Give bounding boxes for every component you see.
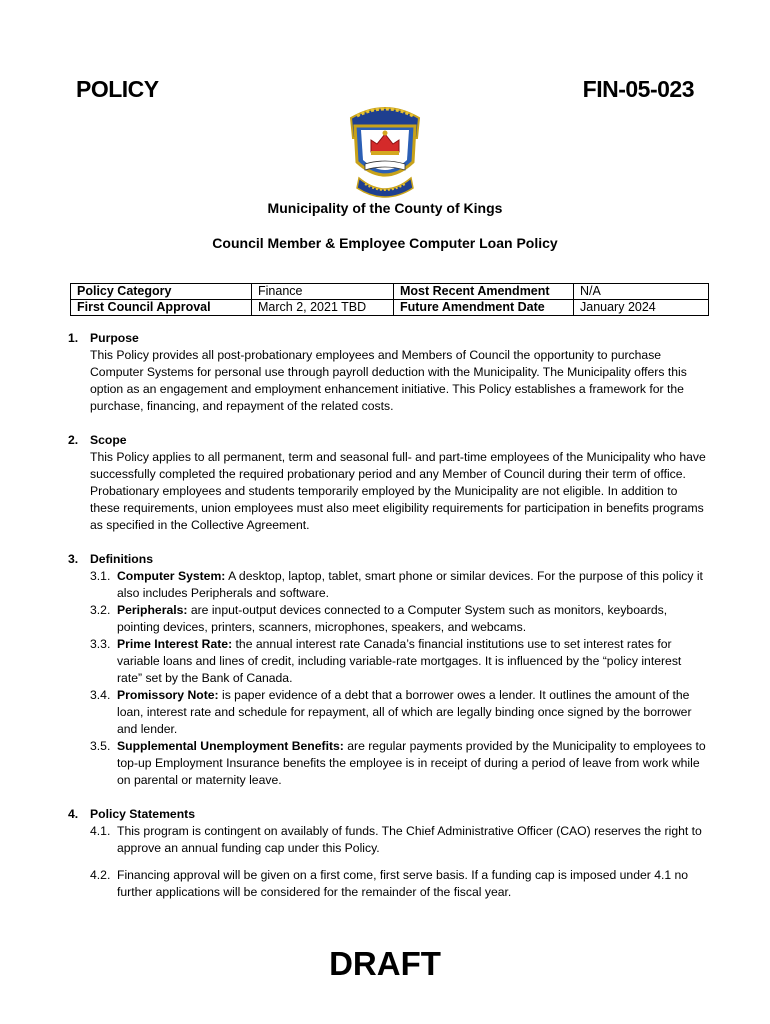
statement-text: This program is contingent on availably of funds. The Chief Administrative Officer (CAO) reserves the right to approve an annual funding cap under this Policy. bbox=[117, 824, 702, 855]
item-number: 3.1. bbox=[90, 569, 111, 583]
section-text: This Policy applies to all permanent, term and seasonal full- and part-time employees of the Municipality who have successfully completed the required probationary period and any Member of Council during their term of office. Probationary employees and students temporarily employed by the Municipality are not eligible. In addition to these requirements, union employees must also meet eligibility requirements for participation in benefits programs as specified in the Collective Agreement. bbox=[90, 450, 706, 532]
policy-title: Council Member & Employee Computer Loan Policy bbox=[212, 235, 558, 251]
section-scope bbox=[68, 432, 708, 534]
table-cell: Most Recent Amendment bbox=[394, 284, 574, 300]
organization-name: Municipality of the County of Kings bbox=[267, 200, 503, 216]
policy-metadata-table bbox=[70, 283, 709, 316]
section-definitions bbox=[68, 551, 708, 789]
item-number: 3.5. bbox=[90, 739, 111, 753]
definition-item bbox=[90, 687, 708, 738]
definition-item bbox=[90, 568, 708, 602]
definition-item bbox=[90, 602, 708, 636]
section-text: This Policy provides all post-probationary employees and Members of Council the opportunity to purchase Computer Systems for personal use through payroll deduction with the Municipality. The Municipality offers this option as an engagement and employment enhancement initiative. This Policy establishes a framework for the purchase, financing, and repayment of the related costs. bbox=[90, 348, 687, 413]
statement-item bbox=[90, 823, 708, 857]
definition-text: are regular payments provided by the Municipality to employees to top-up Employment Insurance benefits the employee is in receipt of during a period of leave from work while on parental or maternity leave. bbox=[117, 739, 706, 787]
section-number: 2. bbox=[68, 433, 79, 447]
section-number: 1. bbox=[68, 331, 79, 345]
draft-watermark: DRAFT bbox=[329, 945, 441, 982]
definition-term: Supplemental Unemployment Benefits: bbox=[117, 739, 344, 753]
definition-term: Computer System: bbox=[117, 569, 226, 583]
definition-term: Peripherals: bbox=[117, 603, 188, 617]
policy-body bbox=[68, 330, 708, 901]
definition-text: A desktop, laptop, tablet, smart phone or similar devices. For the purpose of this policy it also includes Peripherals and software. bbox=[117, 569, 703, 600]
table-cell: March 2, 2021 TBD bbox=[252, 300, 394, 316]
definition-term: Promissory Note: bbox=[117, 688, 219, 702]
section-title: Definitions bbox=[90, 552, 153, 566]
county-crest-logo bbox=[347, 104, 423, 198]
section-purpose bbox=[68, 330, 708, 415]
section-number: 4. bbox=[68, 807, 79, 821]
table-cell: N/A bbox=[574, 284, 709, 300]
item-number: 3.3. bbox=[90, 637, 111, 651]
item-number: 3.4. bbox=[90, 688, 111, 702]
table-cell: First Council Approval bbox=[71, 300, 252, 316]
definition-text: the annual interest rate Canada’s financial institutions use to set interest rates for variable loans and lines of credit, including variable-rate mortgages. It is influenced by the “policy interest rate” set by the Bank of Canada. bbox=[117, 637, 682, 685]
section-title: Policy Statements bbox=[90, 807, 195, 821]
definition-term: Prime Interest Rate: bbox=[117, 637, 233, 651]
statement-item bbox=[90, 867, 708, 901]
definition-text: is paper evidence of a debt that a borrower owes a lender. It outlines the amount of the loan, interest rate and schedule for repayment, all of which are legally binding once signed by the borrower and lender. bbox=[117, 688, 692, 736]
table-cell: Finance bbox=[252, 284, 394, 300]
definition-text: are input-output devices connected to a Computer System such as monitors, keyboards, pointing devices, printers, scanners, microphones, speakers, and webcams. bbox=[117, 603, 668, 634]
item-number: 4.2. bbox=[90, 868, 111, 882]
policy-label: POLICY bbox=[76, 76, 159, 102]
table-cell: January 2024 bbox=[574, 300, 709, 316]
definition-item bbox=[90, 738, 708, 789]
policy-code: FIN-05-023 bbox=[582, 76, 694, 102]
item-number: 3.2. bbox=[90, 603, 111, 617]
table-row bbox=[71, 300, 709, 316]
section-policy-statements bbox=[68, 806, 708, 901]
section-title: Scope bbox=[90, 433, 127, 447]
item-number: 4.1. bbox=[90, 824, 111, 838]
section-number: 3. bbox=[68, 552, 79, 566]
table-cell: Policy Category bbox=[71, 284, 252, 300]
definition-item bbox=[90, 636, 708, 687]
table-row bbox=[71, 284, 709, 300]
section-title: Purpose bbox=[90, 331, 139, 345]
table-cell: Future Amendment Date bbox=[394, 300, 574, 316]
statement-text: Financing approval will be given on a first come, first serve basis. If a funding cap is imposed under 4.1 no further applications will be considered for the remainder of the fiscal year. bbox=[117, 868, 689, 899]
